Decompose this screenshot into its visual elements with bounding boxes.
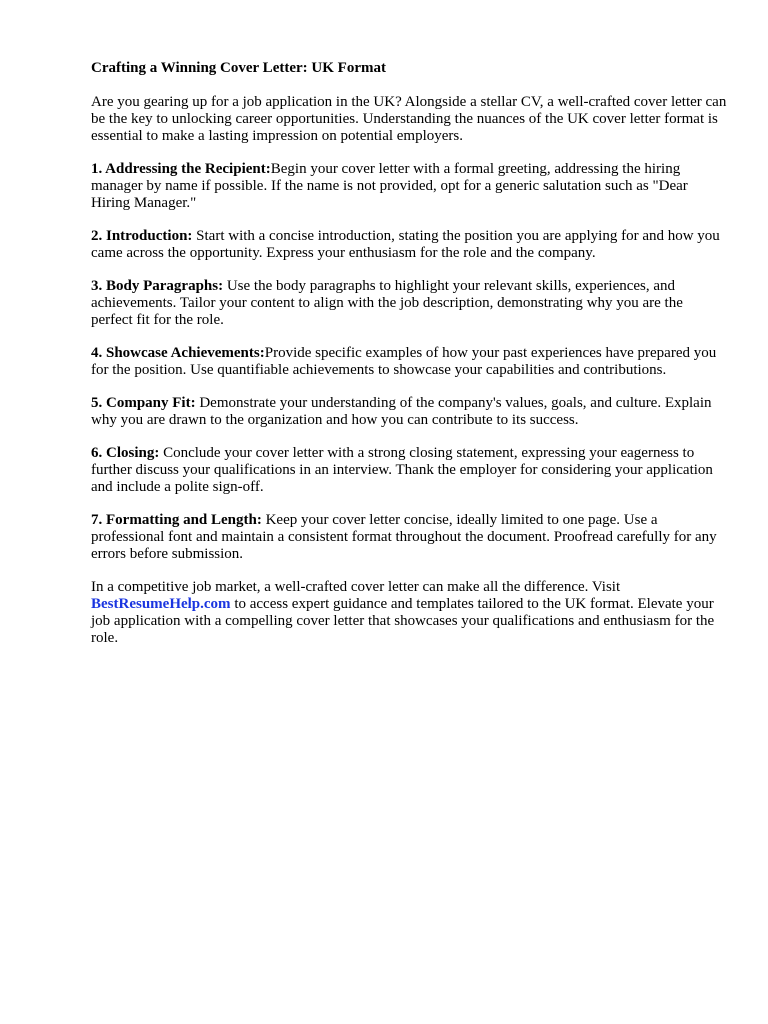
section-text: Conclude your cover letter with a strong closing statement, expressing your eagerness to further discuss your qualifications in an interview. Thank the employer for considering your application and include a polite sign-off.	[91, 445, 713, 495]
section-text: Provide specific examples of how your past experiences have prepared you for the position. Use quantifiable achievements to showcase your capabilities and contributions.	[91, 345, 717, 378]
section-heading: 6. Closing:	[91, 445, 160, 461]
intro-paragraph: Are you gearing up for a job application in the UK? Alongside a stellar CV, a well-crafted cover letter can be the key to unlocking career opportunities. Understanding the nuances of the UK cover letter format is essential to make a lasting impression on potential employers.	[91, 94, 727, 144]
section-introduction	[91, 228, 727, 262]
bestresumehelp-link[interactable]: BestResumeHelp.com	[91, 596, 231, 612]
closing-paragraph	[91, 579, 727, 647]
section-heading: 4. Showcase Achievements:	[91, 345, 265, 361]
section-text: Keep your cover letter concise, ideally limited to one page. Use a professional font and maintain a consistent format throughout the document. Proofread carefully for any errors before submission.	[91, 512, 717, 562]
section-closing	[91, 445, 727, 496]
section-text: Use the body paragraphs to highlight your relevant skills, experiences, and achievements. Tailor your content to align with the job description, demonstrating why you are the perfect fit for the role.	[91, 278, 683, 328]
section-heading: 2. Introduction:	[91, 228, 193, 244]
section-addressing-recipient	[91, 161, 727, 212]
section-heading: 7. Formatting and Length:	[91, 512, 262, 528]
section-heading: 5. Company Fit:	[91, 395, 196, 411]
section-text: Begin your cover letter with a formal greeting, addressing the hiring manager by name if possible. If the name is not provided, opt for a generic salutation such as "Dear Hiring Manager."	[91, 161, 688, 211]
closing-text-before-link: In a competitive job market, a well-crafted cover letter can make all the difference. Visit	[91, 579, 621, 595]
section-showcase-achievements	[91, 345, 727, 379]
section-text: Demonstrate your understanding of the company's values, goals, and culture. Explain why you are drawn to the organization and how you can contribute to its success.	[91, 395, 712, 428]
document-title: Crafting a Winning Cover Letter: UK Format	[91, 60, 386, 76]
section-body-paragraphs	[91, 278, 727, 329]
closing-text-after-link: to access expert guidance and templates tailored to the UK format. Elevate your job application with a compelling cover letter that showcases your qualifications and enthusiasm for the role.	[91, 596, 715, 646]
section-text: Start with a concise introduction, stating the position you are applying for and how you came across the opportunity. Express your enthusiasm for the role and the company.	[91, 228, 720, 261]
document-page	[91, 60, 727, 663]
section-formatting-length	[91, 512, 727, 563]
section-heading: 3. Body Paragraphs:	[91, 278, 224, 294]
section-heading: 1. Addressing the Recipient:	[91, 161, 271, 177]
section-company-fit	[91, 395, 727, 429]
